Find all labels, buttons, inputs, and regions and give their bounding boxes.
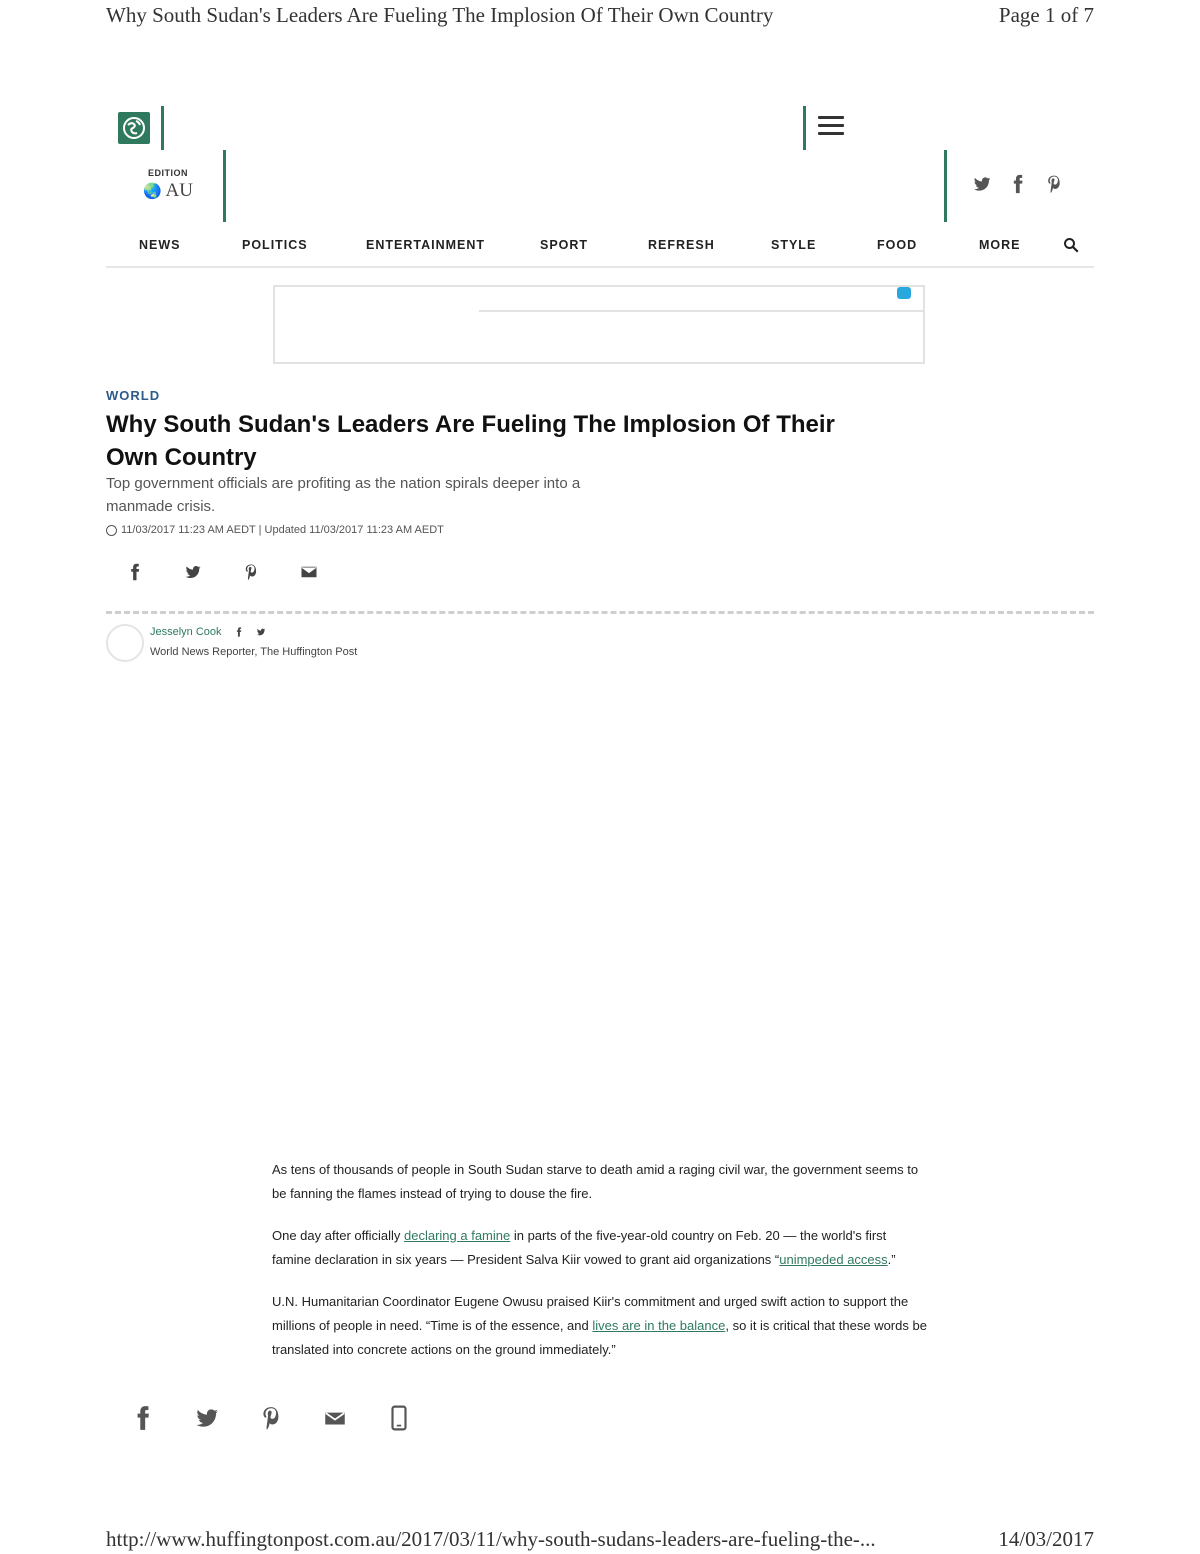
author-byline (150, 626, 266, 638)
facebook-icon[interactable] (234, 627, 244, 637)
author-avatar[interactable] (106, 624, 144, 662)
ad-divider (479, 310, 925, 312)
pinterest-icon[interactable] (242, 563, 260, 581)
adchoices-icon[interactable] (897, 287, 911, 299)
print-header (106, 0, 1094, 30)
nav-item-refresh[interactable]: REFRESH (648, 238, 715, 252)
article-dek: Top government officials are profiting as the nation spirals deeper into a manmade crisis. (106, 475, 581, 515)
article-timestamp (106, 524, 444, 536)
edition-value (138, 180, 198, 202)
pinterest-icon[interactable] (258, 1404, 284, 1432)
facebook-icon[interactable] (1008, 174, 1028, 194)
facebook-icon[interactable] (126, 563, 144, 581)
link-unimpeded-access[interactable]: unimpeded access (779, 1252, 888, 1267)
print-footer-url: http://www.huffingtonpost.com.au/2017/03/11/why-south-sudans-leaders-are-fueling-the-... (106, 1526, 876, 1551)
edition-divider (223, 150, 226, 222)
author-name-link[interactable]: Jesselyn Cook (150, 626, 222, 638)
advertisement-slot[interactable] (273, 285, 925, 364)
p2-text-before: One day after officially (272, 1228, 404, 1243)
edition-selector[interactable] (138, 168, 198, 202)
facebook-icon[interactable] (130, 1404, 156, 1432)
nav-item-food[interactable]: FOOD (877, 238, 918, 252)
share-bar-top (126, 563, 318, 581)
article-headline: Why South Sudan's Leaders Are Fueling The Implosion Of Their Own Country (106, 411, 835, 471)
twitter-icon[interactable] (972, 174, 992, 194)
print-footer (106, 1524, 1094, 1554)
nav-item-sport[interactable]: SPORT (540, 238, 589, 252)
print-header-title: Why South Sudan's Leaders Are Fueling The Implosion Of Their Own Country (106, 2, 774, 27)
site-logo[interactable] (118, 112, 150, 144)
p3-text-before: U.N. Humanitarian Coordinator Eugene Owusu praised Kiir's commitment and urged swift action to support the millions of people in need. “Time is of the essence, and (272, 1294, 909, 1333)
article-body (272, 1158, 928, 1380)
nav-item-politics[interactable]: POLITICS (242, 238, 308, 252)
masthead-social-links (972, 174, 1064, 194)
nav-item-more[interactable]: MORE (979, 238, 1021, 252)
globe-small-icon: 🌏 (143, 184, 162, 200)
pinterest-icon[interactable] (1044, 174, 1064, 194)
nav-item-news[interactable]: NEWS (139, 238, 181, 252)
twitter-icon[interactable] (194, 1404, 220, 1432)
paragraph-3 (272, 1290, 928, 1362)
link-lives-are-in-the-balance[interactable]: lives are in the balance (592, 1318, 726, 1333)
mobile-icon[interactable] (386, 1404, 412, 1432)
clock-icon (106, 525, 117, 536)
masthead-divider-right (803, 106, 806, 150)
p2-text-after: .” (887, 1252, 896, 1267)
link-declaring-a-famine[interactable]: declaring a famine (404, 1228, 511, 1243)
twitter-icon[interactable] (184, 563, 202, 581)
print-footer-date: 14/03/2017 (998, 1526, 1094, 1551)
email-icon[interactable] (300, 563, 318, 581)
byline-divider (106, 611, 1094, 614)
section-label[interactable]: WORLD (106, 388, 161, 403)
print-page-number: Page 1 of 7 (998, 2, 1094, 27)
p3-text-after: , so it is critical that these words be translated into concrete actions on the ground immediately.” (272, 1318, 927, 1357)
author-title: World News Reporter, The Huffington Post (150, 646, 358, 658)
email-icon[interactable] (322, 1404, 348, 1432)
edition-label: EDITION (147, 168, 188, 178)
edition-code: AU (165, 180, 193, 201)
social-divider (944, 150, 947, 222)
hamburger-menu-icon[interactable] (818, 116, 844, 138)
main-nav (106, 230, 1094, 268)
nav-item-entertainment[interactable]: ENTERTAINMENT (366, 238, 486, 252)
paragraph-1: As tens of thousands of people in South Sudan starve to death amid a raging civil war, the government seems to be fanning the flames instead of trying to douse the fire. (272, 1162, 919, 1201)
nav-item-style[interactable]: STYLE (771, 238, 817, 252)
share-bar-bottom (130, 1404, 412, 1432)
masthead-divider-left (161, 106, 164, 150)
timestamp-text: 11/03/2017 11:23 AM AEDT | Updated 11/03/2017 11:23 AM AEDT (121, 524, 444, 536)
globe-icon (122, 116, 146, 140)
twitter-icon[interactable] (256, 627, 266, 637)
search-icon[interactable] (1062, 236, 1080, 254)
p2-text-middle: in parts of the five-year-old country on Feb. 20 — the world's first famine declaration in six years — President Salva Kiir vowed to grant aid organizations “ (272, 1228, 887, 1267)
paragraph-2 (272, 1224, 928, 1272)
